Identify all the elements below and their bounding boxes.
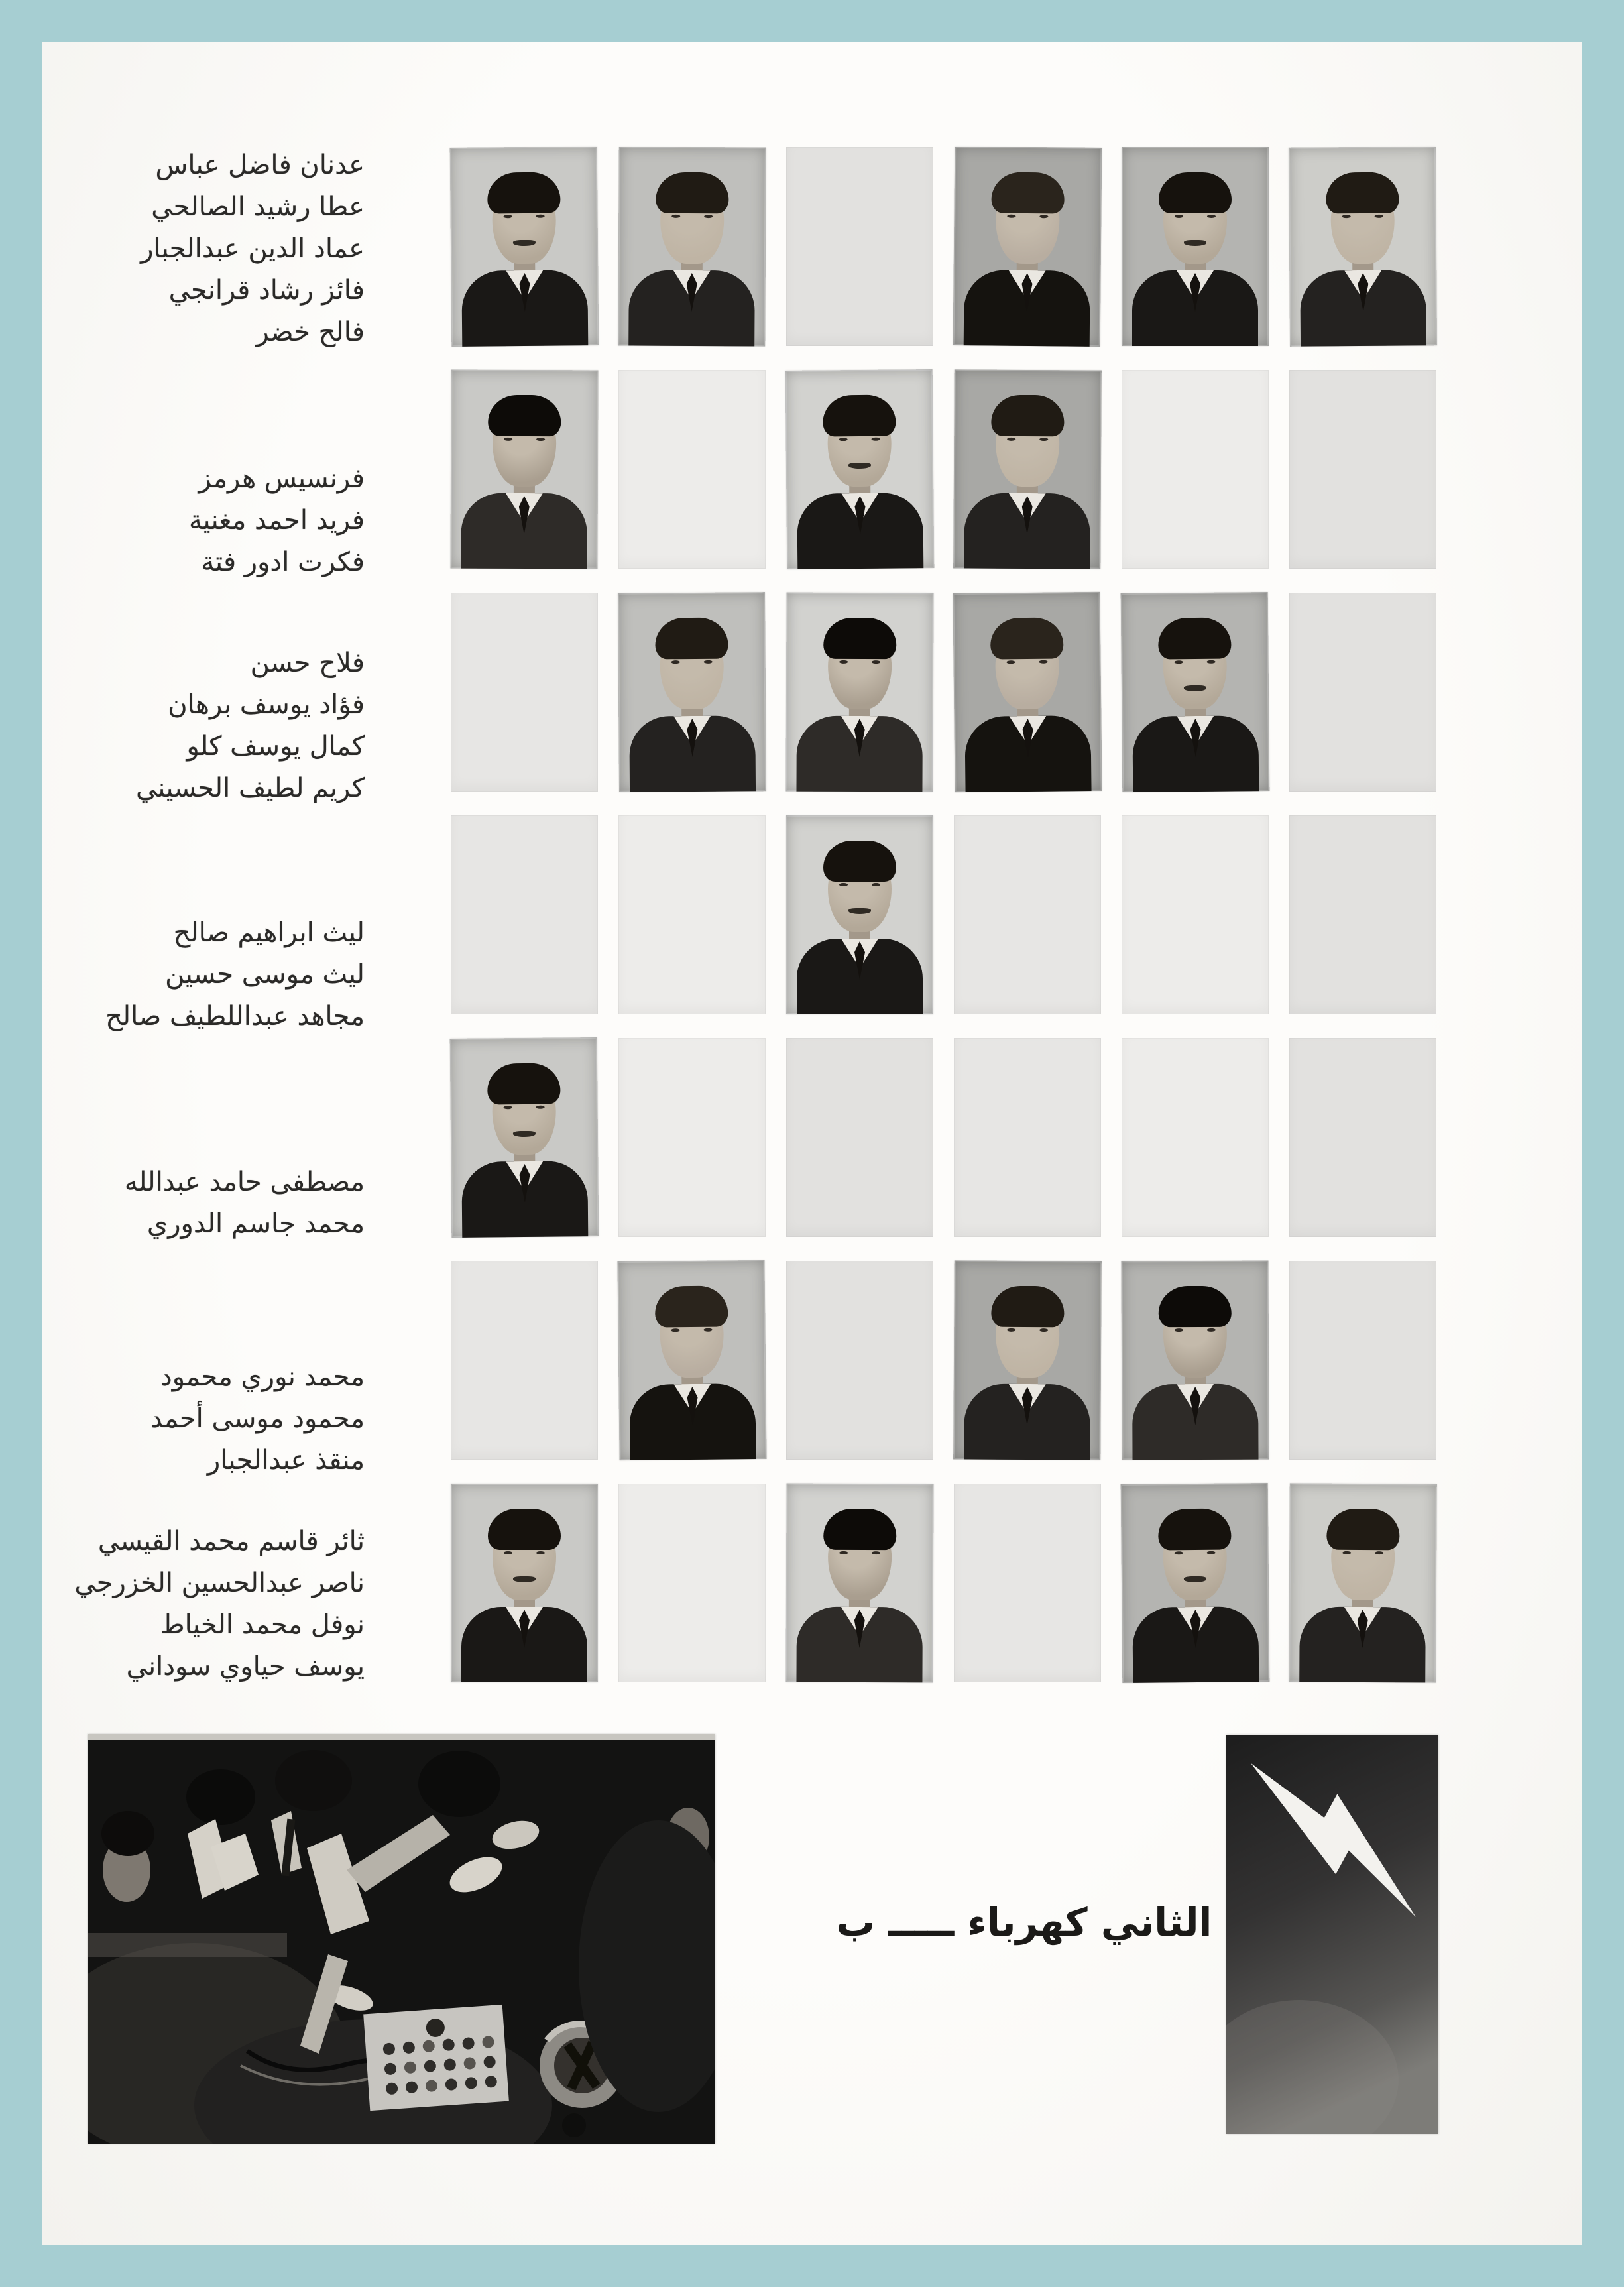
student-name: محمود موسى أحمد: [150, 1403, 365, 1434]
portrait-hair: [1159, 172, 1232, 213]
portrait-photo: [1122, 147, 1269, 346]
empty-photo-slot: [618, 370, 766, 569]
portrait-hair: [991, 1286, 1064, 1328]
names-column: [86, 642, 365, 809]
empty-photo-slot: [1122, 1038, 1269, 1237]
yearbook-page: [42, 42, 1582, 2245]
student-name: عطا رشيد الصالحي: [151, 192, 365, 222]
empty-photo-slot: [451, 1261, 598, 1460]
student-name: نوفل محمد الخياط: [160, 1610, 365, 1640]
class-emblem-panel: [1226, 1735, 1438, 2134]
empty-photo-slot: [954, 815, 1101, 1014]
empty-photo-slot: [1289, 593, 1436, 792]
portrait-hair: [1326, 172, 1399, 214]
student-name: كريم لطيف الحسيني: [135, 773, 365, 803]
portrait-photo: [953, 369, 1102, 569]
portrait-hair: [823, 395, 896, 437]
empty-photo-slot: [786, 1261, 933, 1460]
empty-photo-slot: [618, 1038, 766, 1237]
empty-photo-slot: [786, 1038, 933, 1237]
portrait-photo: [617, 1260, 766, 1460]
portrait-hair: [1326, 1509, 1399, 1551]
portrait-photo: [785, 1484, 933, 1683]
empty-photo-slot: [954, 1038, 1101, 1237]
student-name: فريد احمد مغنية: [188, 505, 365, 536]
portrait-hair: [1158, 618, 1232, 660]
portrait-hair: [1158, 1509, 1232, 1551]
portrait-mustache: [848, 908, 871, 914]
student-name: محمد جاسم الدوري: [146, 1208, 365, 1239]
portrait-photo: [1121, 592, 1270, 792]
empty-photo-slot: [1289, 815, 1436, 1014]
portrait-mustache: [513, 1576, 536, 1582]
portrait-hair: [823, 1509, 896, 1550]
student-name: ثائر قاسم محمد القيسي: [97, 1526, 365, 1556]
portrait-hair: [990, 617, 1064, 659]
empty-photo-slot: [786, 147, 933, 346]
student-name: عدنان فاضل عباس: [155, 150, 365, 180]
portrait-photo: [451, 1484, 598, 1682]
portrait-hair: [488, 395, 561, 436]
student-name: فؤاد يوسف برهان: [168, 689, 365, 720]
student-name: مصطفى حامد عبدالله: [124, 1167, 365, 1197]
portrait-photo: [953, 1260, 1102, 1460]
student-name: فرنسيس هرمز: [198, 463, 365, 494]
student-name: فائز رشاد قرانجي: [168, 275, 365, 306]
portrait-hair: [488, 1509, 561, 1550]
empty-photo-slot: [1122, 815, 1269, 1014]
empty-photo-slot: [618, 1484, 766, 1682]
group-photo: [88, 1734, 715, 2144]
student-name: ليث ابراهيم صالح: [173, 917, 365, 948]
student-name: منقذ عبدالجبار: [207, 1445, 365, 1476]
portrait-photo: [953, 147, 1102, 347]
portrait-photo: [450, 370, 598, 569]
student-name: فلاح حسن: [250, 648, 365, 678]
portrait-hair: [655, 618, 728, 660]
portrait-photo: [450, 1037, 599, 1238]
student-name: فكرت ادور فتة: [201, 547, 365, 577]
empty-photo-slot: [954, 1484, 1101, 1682]
names-column: [86, 458, 365, 583]
portrait-photo: [1289, 147, 1437, 347]
empty-photo-slot: [1289, 1261, 1436, 1460]
empty-photo-slot: [451, 593, 598, 792]
class-title: الثاني كهرباء ـــــ ب: [836, 1900, 1212, 1945]
empty-photo-slot: [618, 815, 766, 1014]
names-column: [86, 1161, 365, 1245]
portrait-photo: [1121, 1261, 1269, 1460]
names-column: [86, 1356, 365, 1482]
portrait-hair: [487, 172, 561, 214]
portrait-hair: [823, 841, 896, 882]
portrait-photo: [618, 147, 766, 346]
student-name: محمد نوري محمود: [160, 1362, 365, 1392]
portrait-hair: [991, 172, 1065, 214]
portrait-hair: [991, 395, 1064, 437]
student-name: ليث موسى حسين: [165, 959, 365, 990]
portrait-hair: [655, 1285, 728, 1327]
names-column: [74, 1521, 365, 1688]
names-column: [86, 912, 365, 1037]
student-name: كمال يوسف كلو: [186, 731, 365, 762]
empty-photo-slot: [1289, 370, 1436, 569]
student-name: فالح خضر: [256, 317, 365, 347]
portrait-photo: [785, 369, 935, 569]
portrait-hair: [487, 1063, 561, 1105]
portrait-photo: [450, 147, 599, 347]
portrait-photo: [618, 592, 766, 792]
portrait-hair: [656, 172, 728, 214]
portrait-photo: [953, 592, 1102, 792]
portrait-photo: [785, 593, 933, 792]
portrait-hair: [823, 618, 896, 659]
portrait-photo: [1121, 1483, 1270, 1683]
portrait-photo: [786, 815, 933, 1014]
empty-photo-slot: [1122, 370, 1269, 569]
student-name: يوسف حياوي سوداني: [126, 1651, 365, 1682]
empty-photo-slot: [451, 815, 598, 1014]
student-name: ناصر عبدالحسين الخزرجي: [74, 1568, 365, 1598]
names-column: [86, 145, 365, 353]
portrait-mustache: [1184, 240, 1206, 246]
empty-photo-slot: [1289, 1038, 1436, 1237]
student-name: مجاهد عبداللطيف صالح: [105, 1001, 365, 1031]
portrait-hair: [1159, 1286, 1232, 1327]
student-name: عماد الدين عبدالجبار: [141, 233, 365, 264]
portrait-photo: [1289, 1483, 1437, 1682]
